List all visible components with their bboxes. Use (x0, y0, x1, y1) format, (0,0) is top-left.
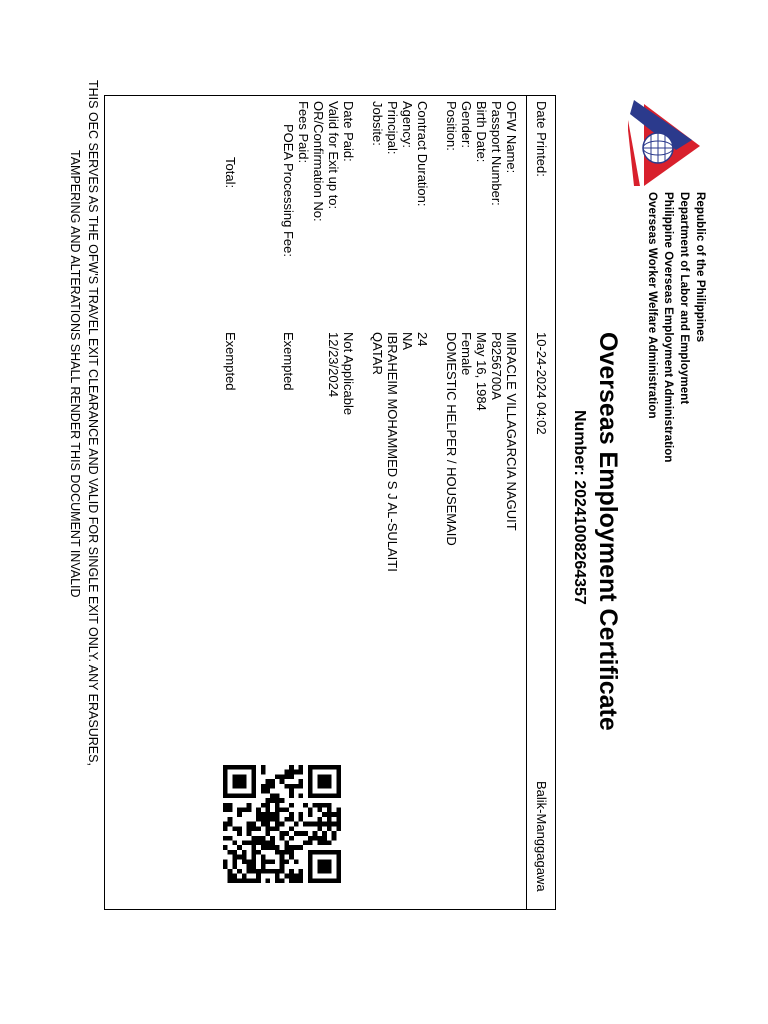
agency-line-2: Department of Labor and Employment (678, 192, 690, 405)
gender-label: Gender: (459, 101, 474, 148)
certificate-number-label: Number: (571, 410, 588, 476)
passport-number-value: P8256700A (489, 332, 504, 400)
position-label: Position: (444, 101, 459, 151)
principal-label: Principal: (385, 101, 400, 155)
dole-logo (628, 100, 706, 186)
ofw-name-label: OFW Name: (504, 101, 519, 174)
qr-code (223, 765, 341, 883)
date-paid-value: Not Applicable (341, 332, 356, 416)
passport-number-label: Passport Number: (489, 101, 504, 206)
agency-label: Agency: (400, 101, 415, 148)
header-divider (526, 95, 527, 910)
principal-value: IBRAHEIM MOHAMMED S J AL-SULAITI (385, 332, 400, 572)
certificate-title: Overseas Employment Certificate (594, 332, 622, 731)
footer-line-1: THIS OEC SERVES AS THE OFW'S TRAVEL EXIT CLEARANCE AND VALID FOR SINGLE EXIT ONLY. ANY ERASURES, (86, 80, 100, 766)
or-confirmation-label: OR/Confirmation No: (311, 101, 326, 222)
contract-duration-label: Contract Duration: (415, 101, 430, 207)
certificate-number-value: 20241008264357 (571, 480, 588, 605)
valid-exit-value: 12/23/2024 (326, 332, 341, 398)
total-value: Exempted (223, 332, 238, 391)
position-value: DOMESTIC HELPER / HOUSEMAID (444, 332, 459, 546)
date-printed-label: Date Printed: (534, 101, 549, 177)
birth-date-label: Birth Date: (474, 101, 489, 163)
ofw-name-value: MIRACLE VILLAGARCIA NAGUIT (504, 332, 519, 531)
processing-fee-label: POEA Processing Fee: (281, 124, 296, 257)
date-paid-label: Date Paid: (341, 101, 356, 162)
date-printed-value: 10-24-2024 04:02 (534, 332, 549, 435)
program-label: Balik-Manggagawa (534, 781, 549, 892)
contract-duration-value: 24 (415, 332, 430, 347)
fees-paid-label: Fees Paid: (296, 101, 311, 164)
jobsite-value: QATAR (370, 332, 385, 375)
agency-line-1: Republic of the Philippines (694, 192, 706, 343)
agency-line-3: Philippine Overseas Employment Administration (662, 192, 674, 463)
agency-value: NA (400, 332, 415, 351)
birth-date-value: May 16, 1984 (474, 332, 489, 411)
gender-value: Female (459, 332, 474, 376)
agency-line-4: Overseas Worker Welfare Administration (646, 192, 658, 419)
total-label: Total: (223, 157, 238, 189)
footer-line-2: TAMPERING AND ALTERATIONS SHALL RENDER THIS DOCUMENT INVALID (68, 150, 82, 598)
jobsite-label: Jobsite: (370, 101, 385, 146)
valid-exit-label: Valid for Exit up to: (326, 101, 341, 210)
certificate-number (570, 410, 588, 605)
processing-fee-value: Exempted (281, 332, 296, 391)
